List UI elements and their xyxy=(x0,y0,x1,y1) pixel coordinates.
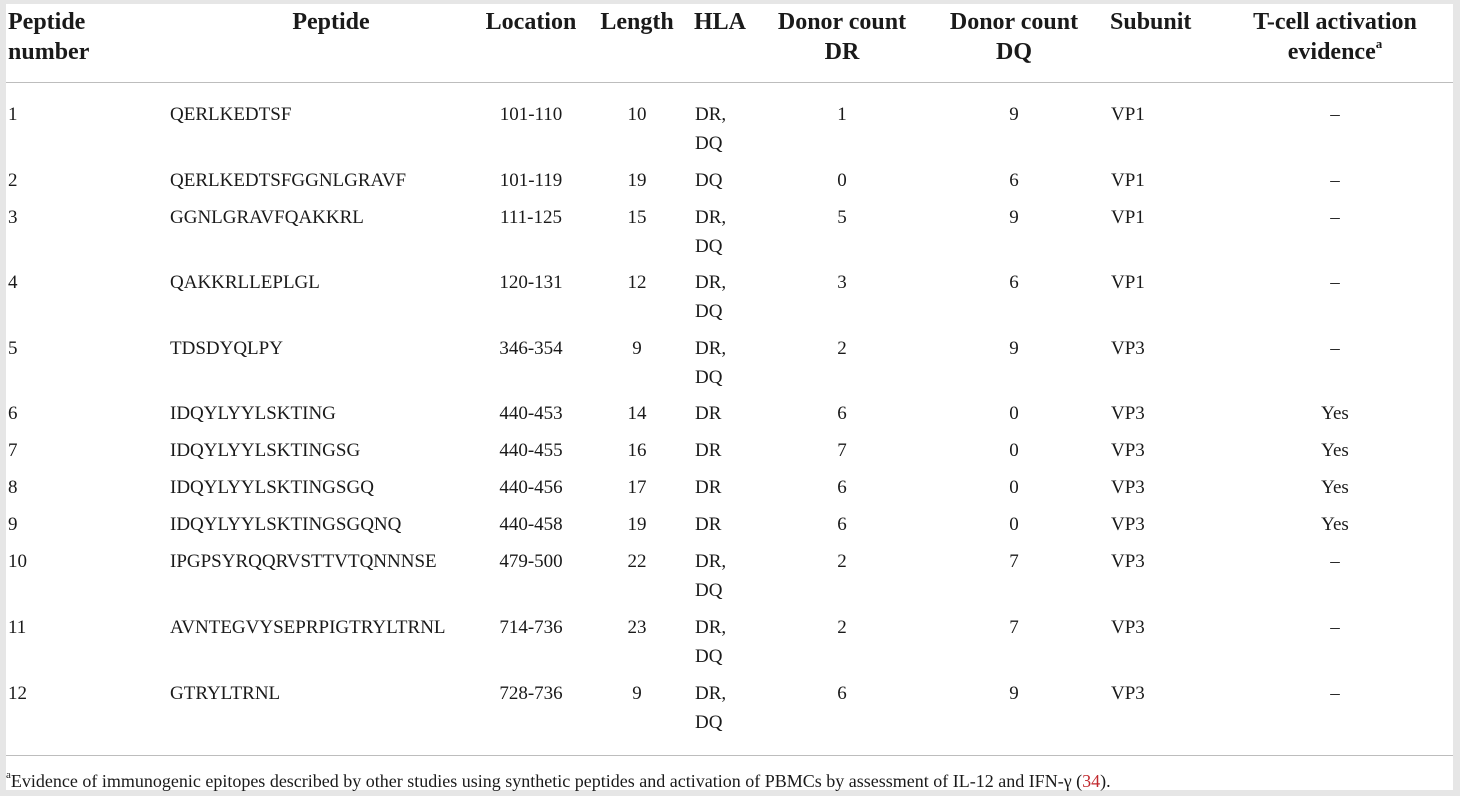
cell-donor-dr: 6 xyxy=(837,683,847,704)
cell-number: 7 xyxy=(8,440,18,461)
cell-peptide: GTRYLTRNL xyxy=(170,683,281,704)
cell-peptide: IDQYLYYLSKTINGSGQNQ xyxy=(170,514,402,535)
cell-donor-dr: 5 xyxy=(837,207,847,228)
cell-location: 120-131 xyxy=(499,272,563,293)
cell-tcell: – xyxy=(1330,551,1340,572)
cell-length: 9 xyxy=(632,683,642,704)
cell-donor-dq: 0 xyxy=(1009,514,1019,535)
cell-donor-dr: 3 xyxy=(837,272,847,293)
cell-donor-dq: 9 xyxy=(1009,207,1019,228)
cell-donor-dr: 6 xyxy=(837,477,847,498)
cell-donor-dr: 2 xyxy=(837,617,847,638)
cell-tcell: – xyxy=(1330,338,1340,359)
cell-tcell: – xyxy=(1330,617,1340,638)
cell-subunit: VP3 xyxy=(1111,551,1145,572)
cell-number: 12 xyxy=(8,683,27,704)
cell-tcell: – xyxy=(1330,104,1340,125)
cell-length: 16 xyxy=(627,440,647,461)
cell-tcell: Yes xyxy=(1321,403,1349,424)
cell-tcell: – xyxy=(1330,207,1340,228)
cell-tcell: – xyxy=(1330,272,1340,293)
cell-donor-dq: 9 xyxy=(1009,104,1019,125)
cell-donor-dr: 6 xyxy=(837,403,847,424)
cell-hla: DR, DQ xyxy=(695,551,727,601)
cell-length: 9 xyxy=(632,338,642,359)
cell-number: 8 xyxy=(8,477,18,498)
cell-number: 4 xyxy=(8,272,18,293)
cell-hla: DR, DQ xyxy=(695,104,727,154)
cell-hla: DR xyxy=(695,477,722,498)
cell-hla: DQ xyxy=(695,170,723,191)
cell-location: 440-458 xyxy=(499,514,563,535)
cell-tcell: Yes xyxy=(1321,514,1349,535)
cell-location: 346-354 xyxy=(499,338,563,359)
cell-length: 15 xyxy=(627,207,647,228)
cell-length: 23 xyxy=(627,617,647,638)
cell-donor-dr: 2 xyxy=(837,338,847,359)
cell-length: 17 xyxy=(627,477,647,498)
cell-donor-dr: 7 xyxy=(837,440,847,461)
cell-length: 19 xyxy=(627,514,647,535)
cell-hla: DR xyxy=(695,440,722,461)
cell-donor-dq: 0 xyxy=(1009,477,1019,498)
cell-length: 10 xyxy=(627,104,647,125)
cell-peptide: IPGPSYRQQRVSTTVTQNNNSE xyxy=(170,551,437,572)
cell-location: 440-453 xyxy=(499,403,563,424)
cell-subunit: VP3 xyxy=(1111,440,1145,461)
cell-subunit: VP3 xyxy=(1111,477,1145,498)
cell-donor-dq: 6 xyxy=(1009,272,1019,293)
cell-donor-dq: 0 xyxy=(1009,440,1019,461)
cell-number: 5 xyxy=(8,338,18,359)
cell-number: 10 xyxy=(8,551,27,572)
cell-hla: DR xyxy=(695,403,722,424)
cell-subunit: VP1 xyxy=(1111,272,1145,293)
table-panel xyxy=(6,4,1453,790)
header-donor-dq: Donor count DQ xyxy=(949,9,1079,65)
cell-hla: DR xyxy=(695,514,722,535)
cell-number: 11 xyxy=(8,617,27,638)
cell-subunit: VP3 xyxy=(1111,338,1145,359)
header-peptide-number: Peptide number xyxy=(8,9,90,65)
cell-peptide: QERLKEDTSF xyxy=(170,104,292,125)
cell-number: 1 xyxy=(8,104,18,125)
cell-subunit: VP3 xyxy=(1111,683,1145,704)
footer-divider xyxy=(6,755,1453,756)
cell-tcell: Yes xyxy=(1321,477,1349,498)
cell-number: 3 xyxy=(8,207,18,228)
table-header xyxy=(6,4,1453,86)
cell-length: 14 xyxy=(627,403,647,424)
cell-hla: DR, DQ xyxy=(695,617,727,667)
cell-number: 2 xyxy=(8,170,18,191)
cell-location: 728-736 xyxy=(499,683,563,704)
cell-tcell: – xyxy=(1330,683,1340,704)
cell-location: 101-119 xyxy=(499,170,563,191)
cell-donor-dq: 9 xyxy=(1009,338,1019,359)
cell-peptide: IDQYLYYLSKTINGSGQ xyxy=(170,477,374,498)
cell-donor-dr: 6 xyxy=(837,514,847,535)
cell-peptide: QERLKEDTSFGGNLGRAVF xyxy=(170,170,407,191)
header-subunit: Subunit xyxy=(1110,9,1192,35)
cell-subunit: VP1 xyxy=(1111,207,1145,228)
cell-location: 479-500 xyxy=(499,551,563,572)
header-donor-dr: Donor count DR xyxy=(777,9,907,65)
cell-length: 12 xyxy=(627,272,647,293)
header-hla: HLA xyxy=(694,9,747,35)
cell-hla: DR, DQ xyxy=(695,272,727,322)
header-length: Length xyxy=(600,9,674,35)
cell-subunit: VP3 xyxy=(1111,617,1145,638)
cell-subunit: VP1 xyxy=(1111,104,1145,125)
cell-peptide: IDQYLYYLSKTING xyxy=(170,403,336,424)
cell-donor-dq: 7 xyxy=(1009,551,1019,572)
reference-link[interactable]: 34 xyxy=(1082,771,1101,791)
cell-peptide: AVNTEGVYSEPRPIGTRYLTRNL xyxy=(170,617,446,638)
cell-number: 6 xyxy=(8,403,18,424)
cell-hla: DR, DQ xyxy=(695,683,727,733)
cell-location: 111-125 xyxy=(500,207,562,228)
cell-tcell: – xyxy=(1330,170,1340,191)
cell-donor-dq: 9 xyxy=(1009,683,1019,704)
header-tcell: T-cell activation evidence$^a$ xyxy=(1253,9,1417,65)
cell-location: 440-456 xyxy=(499,477,563,498)
footnote: $^a$Evidence of immunogenic epitopes described by other studies using synthetic peptides and activation of PBMCs by assessment of IL-12 and IFN-γ (34). xyxy=(6,769,1111,791)
cell-peptide: GGNLGRAVFQAKKRL xyxy=(170,207,364,228)
cell-location: 440-455 xyxy=(499,440,563,461)
cell-peptide: IDQYLYYLSKTINGSG xyxy=(170,440,361,461)
header-divider xyxy=(6,82,1453,83)
cell-location: 714-736 xyxy=(499,617,563,638)
cell-hla: DR, DQ xyxy=(695,338,727,388)
cell-number: 9 xyxy=(8,514,18,535)
cell-subunit: VP3 xyxy=(1111,403,1145,424)
cell-length: 22 xyxy=(627,551,647,572)
cell-subunit: VP1 xyxy=(1111,170,1145,191)
cell-donor-dq: 0 xyxy=(1009,403,1019,424)
cell-peptide: TDSDYQLPY xyxy=(170,338,283,359)
cell-hla: DR, DQ xyxy=(695,207,727,257)
cell-tcell: Yes xyxy=(1321,440,1349,461)
cell-subunit: VP3 xyxy=(1111,514,1145,535)
cell-length: 19 xyxy=(627,170,647,191)
cell-donor-dr: 1 xyxy=(837,104,847,125)
cell-donor-dr: 0 xyxy=(837,170,847,191)
cell-donor-dq: 7 xyxy=(1009,617,1019,638)
header-peptide: Peptide xyxy=(292,9,370,35)
cell-peptide: QAKKRLLEPLGL xyxy=(170,272,320,293)
cell-donor-dq: 6 xyxy=(1009,170,1019,191)
cell-donor-dr: 2 xyxy=(837,551,847,572)
cell-location: 101-110 xyxy=(499,104,563,125)
header-location: Location xyxy=(485,9,577,35)
